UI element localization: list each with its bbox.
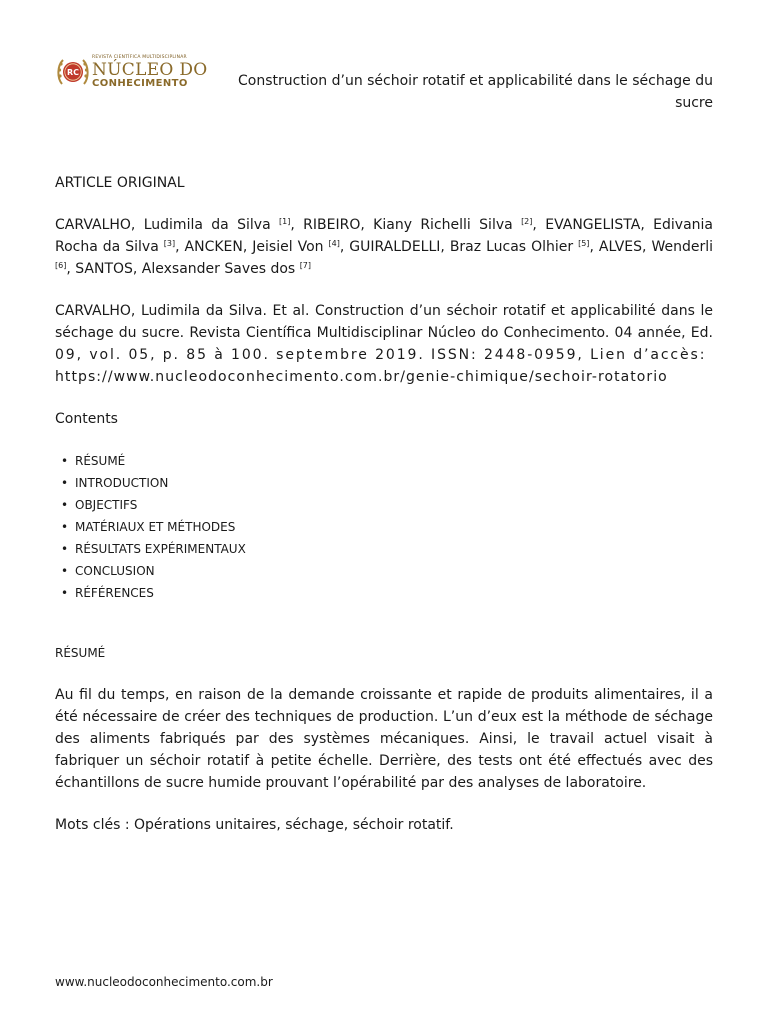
abstract-text: Au fil du temps, en raison de la demande croissante et rapide de produits alimentaires, il a été nécessaire de créer des techniques de production. L’un d’eux est la méthode de séchage des aliments fabriqués par des systèmes mécaniques. Ainsi, le travail actuel visait à fabriquer un séchoir rotatif à petite échelle. Derrière, des tests ont été effectués avec des échantillons de sucre humide prouvant l’opérabilité par des analyses de laboratoire. [55,687,713,791]
contents-list [55,450,713,604]
header-title: Construction d’un séchoir rotatif et applicabilité dans le séchage du sucre [238,73,713,111]
keywords: Mots clés : Opérations unitaires, séchage, séchoir rotatif. [55,817,454,833]
contents-link-conclusion[interactable]: • CONCLUSION [55,560,713,582]
author-name: ANCKEN, Jeisiel Von [184,239,329,255]
citation-link[interactable]: https://www.nucleodoconhecimento.com.br/genie-chimique/sechoir-rotatorio [55,369,668,385]
footer-url: www.nucleodoconhecimento.com.br [55,975,273,989]
citation-line1: CARVALHO, Ludimila da Silva. Et al. Construction d’un séchoir rotatif et applicabilité dans le séchage du sucre. Revista Científica Multidisciplinar Núcleo do Conhecimento. 04 année, Ed. [55,303,713,341]
citation-text [55,300,713,388]
contents-heading: Contents [55,411,118,427]
author-ref: [3] [163,239,176,248]
contents-link-objectifs[interactable]: • OBJECTIFS [55,494,713,516]
author-name: EVANGELISTA, Edivania Rocha da Silva [55,217,713,255]
contents-link-resultats[interactable]: • RÉSULTATS EXPÉRIMENTAUX [55,538,713,560]
author-ref: [5] [578,239,590,248]
author-name: CARVALHO, Ludimila da Silva [55,217,280,233]
logo-name-line2: CONHECIMENTO [92,78,188,89]
journal-logo [56,52,206,92]
contents-link-introduction[interactable]: • INTRODUCTION [55,472,713,494]
author-name: RIBEIRO, Kiany Richelli Silva [303,217,522,233]
author-ref: [7] [299,261,312,270]
contents-link-resume[interactable]: • RÉSUMÉ [55,450,713,472]
laurel-seal-icon [56,54,90,90]
logo-name-line1: NÚCLEO DO [92,60,208,80]
author-ref: [4] [328,239,340,248]
contents-link-materiaux[interactable]: • MATÉRIAUX ET MÉTHODES [55,516,713,538]
contents-link-references[interactable]: • RÉFÉRENCES [55,582,713,604]
author-name: ALVES, Wenderli [598,239,713,255]
author-list: CARVALHO, Ludimila da Silva [1], RIBEIRO, Kiany Richelli Silva [2], EVANGELISTA, Edivania Rocha da Silva [3], ANCKEN, Jeisiel Von [4], GUIRALDELLI, Braz Lucas Olhier [5], ALVES, Wenderli [6], SANTOS, Alexsander Saves dos [7] [55,217,713,277]
abstract-heading: RÉSUMÉ [55,646,106,660]
citation-line2: 09, vol. 05, p. 85 à 100. septembre 2019. ISSN: 2448-0959, Lien d’accès: [55,347,707,363]
author-ref: [1] [279,217,291,226]
logo-tagline: REVISTA CIENTÍFICA MULTIDISCIPLINAR [92,55,187,60]
author-ref: [2] [521,217,533,226]
article-type: ARTICLE ORIGINAL [55,175,185,191]
author-name: SANTOS, Alexsander Saves dos [75,261,300,277]
svg-text:RC: RC [66,68,80,77]
author-ref: [6] [55,261,67,270]
article-body [55,172,713,836]
author-name: GUIRALDELLI, Braz Lucas Olhier [349,239,579,255]
